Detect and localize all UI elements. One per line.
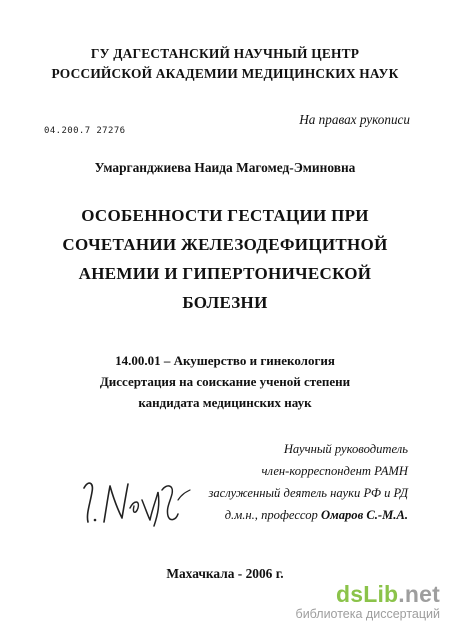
thesis-title-line-1: ОСОБЕННОСТИ ГЕСТАЦИИ ПРИ bbox=[81, 206, 369, 225]
dslib-watermark-tagline: библиотека диссертаций bbox=[295, 607, 440, 621]
handwritten-signature bbox=[78, 470, 198, 530]
institution-line-2: РОССИЙСКОЙ АКАДЕМИИ МЕДИЦИНСКИХ НАУК bbox=[51, 66, 399, 81]
manuscript-rights-note: На правах рукописи bbox=[299, 112, 410, 127]
dslib-logo-domain: .net bbox=[398, 581, 440, 607]
degree-line-2: кандидата медицинских наук bbox=[138, 395, 312, 410]
supervisor-title-1: член-корреспондент РАМН bbox=[261, 464, 408, 478]
author-name: Умарганджиева Наида Магомед-Эминовна bbox=[94, 160, 356, 175]
supervisor-name-line bbox=[225, 508, 408, 523]
supervisor-degree: д.м.н., профессор bbox=[224, 508, 318, 522]
degree-line-1: Диссертация на соискание ученой степени bbox=[99, 374, 351, 389]
dslib-logo-main: dsLib bbox=[335, 581, 399, 607]
supervisor-title-2: заслуженный деятель науки РФ и РД bbox=[208, 486, 408, 500]
city-year: Махачкала - 2006 г. bbox=[166, 566, 284, 581]
dslib-watermark-logo bbox=[336, 581, 440, 608]
thesis-title-line-2: СОЧЕТАНИИ ЖЕЛЕЗОДЕФИЦИТНОЙ bbox=[62, 235, 388, 254]
thesis-title-line-4: БОЛЕЗНИ bbox=[182, 293, 268, 312]
registration-number: 04.200.7 27276 bbox=[44, 126, 126, 136]
specialty-code: 14.00.01 – Акушерство и гинекология bbox=[115, 353, 335, 368]
supervisor-name: Омаров С.-М.А. bbox=[320, 508, 408, 522]
supervisor-role: Научный руководитель bbox=[283, 442, 408, 456]
institution-line-1: ГУ ДАГЕСТАНСКИЙ НАУЧНЫЙ ЦЕНТР bbox=[90, 46, 360, 61]
thesis-title-line-3: АНЕМИИ И ГИПЕРТОНИЧЕСКОЙ bbox=[78, 264, 372, 283]
